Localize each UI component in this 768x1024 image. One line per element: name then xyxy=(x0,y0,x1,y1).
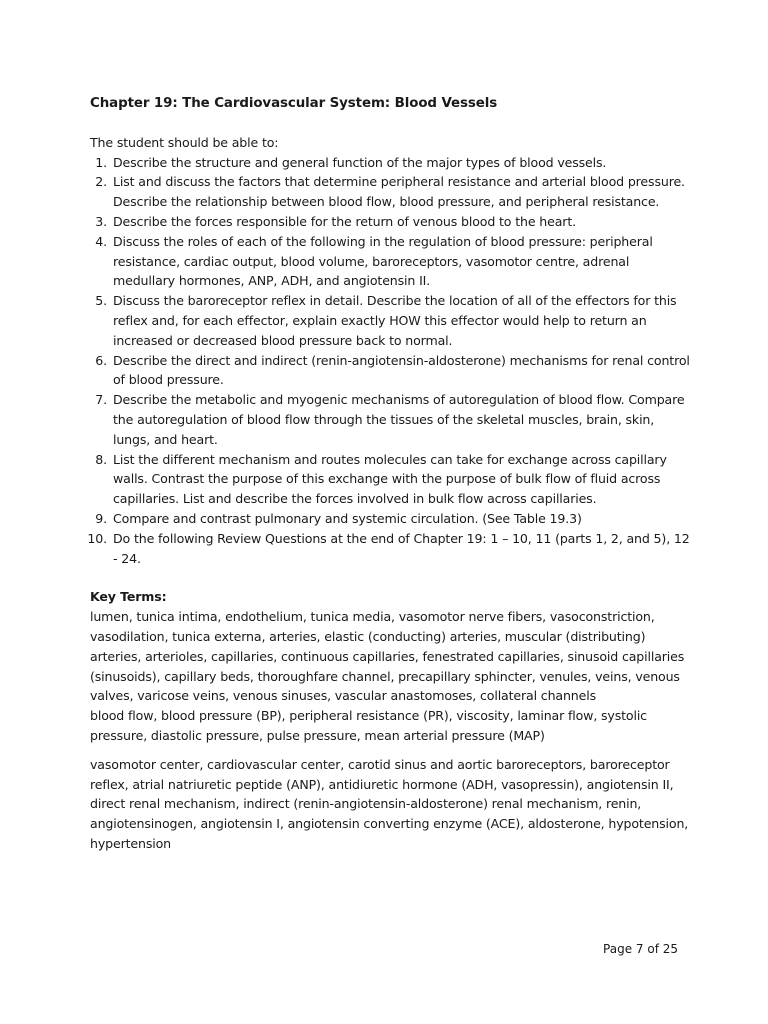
objective-text: Describe the direct and indirect (renin-angiotensin-aldosterone) mechanisms for renal control of blood pressure. xyxy=(113,352,690,388)
key-terms-heading: Key Terms: xyxy=(90,589,167,605)
objective-number: 7. xyxy=(95,392,107,408)
key-terms-paragraph: lumen, tunica intima, endothelium, tunica media, vasomotor nerve fibers, vasoconstriction, vasodilation, tunica externa, arteries, elastic (conducting) arteries, muscular (distributing) arteries, arterioles, capillaries, continuous capillaries, fenestrated capillaries, sinusoid capillaries (sinusoids), capillary beds, thoroughfare channel, precapillary sphincter, venules, veins, venous valves, varicose veins, venous sinuses, vascular anastomoses, collateral channels xyxy=(90,609,685,704)
objective-item xyxy=(90,390,690,449)
objective-number: 6. xyxy=(95,352,107,368)
objective-number: 4. xyxy=(95,233,107,249)
objective-number: 5. xyxy=(95,293,107,309)
objective-item xyxy=(90,509,690,529)
objective-item xyxy=(90,172,690,212)
chapter-title: Chapter 19: The Cardiovascular System: Blood Vessels xyxy=(90,96,498,111)
objective-item xyxy=(90,291,690,350)
objective-number: 8. xyxy=(95,451,107,467)
objective-number: 3. xyxy=(95,213,107,229)
objectives-list xyxy=(87,153,690,569)
objectives-intro: The student should be able to: xyxy=(90,134,279,150)
objective-item xyxy=(90,153,690,173)
objective-text: Discuss the baroreceptor reflex in detail. Describe the location of all of the effectors for this reflex and, for each effector, explain exactly HOW this effector would help to return an increased or decreased blood pressure back to normal. xyxy=(113,293,677,348)
objective-text: Discuss the roles of each of the following in the regulation of blood pressure: peripheral resistance, cardiac output, blood volume, baroreceptors, vasomotor centre, adrenal medullary hormones, ANP, ADH, and angiotensin II. xyxy=(113,233,653,289)
key-terms-paragraph: blood flow, blood pressure (BP), peripheral resistance (PR), viscosity, laminar flow, systolic pressure, diastolic pressure, pulse pressure, mean arterial pressure (MAP) xyxy=(90,708,647,743)
document-page xyxy=(87,94,690,854)
objective-item xyxy=(90,450,690,509)
objective-item xyxy=(90,212,690,232)
objective-number: 9. xyxy=(95,510,107,526)
objective-item xyxy=(87,529,690,569)
objective-item xyxy=(90,351,690,391)
objective-number: 2. xyxy=(95,174,107,190)
objective-text: Do the following Review Questions at the end of Chapter 19: 1 – 10, 11 (parts 1, 2, and 5), 12 - 24. xyxy=(113,530,690,566)
objective-text: List and discuss the factors that determine peripheral resistance and arterial blood pressure. Describe the relationship between blood flow, blood pressure, and peripheral resistance. xyxy=(113,174,685,210)
objective-text: Describe the structure and general function of the major types of blood vessels. xyxy=(113,154,607,170)
objective-text: Describe the forces responsible for the return of venous blood to the heart. xyxy=(113,213,576,229)
objective-text: Describe the metabolic and myogenic mechanisms of autoregulation of blood flow. Compare the autoregulation of blood flow through the tissues of the skeletal muscles, brain, skin, lungs, and heart. xyxy=(113,392,685,447)
objective-text: Compare and contrast pulmonary and systemic circulation. (See Table 19.3) xyxy=(113,510,582,526)
objective-text: List the different mechanism and routes molecules can take for exchange across capillary walls. Contrast the purpose of this exchange with the purpose of bulk flow of fluid across capillaries. List and describe the forces involved in bulk flow across capillaries. xyxy=(113,451,667,507)
objective-item xyxy=(90,232,690,291)
key-terms-paragraph: vasomotor center, cardiovascular center, carotid sinus and aortic baroreceptors, baroreceptor reflex, atrial natriuretic peptide (ANP), antidiuretic hormone (ADH, vasopressin), angiotensin II, direct renal mechanism, indirect (renin-angiotensin-aldosterone) renal mechanism, renin, angiotensinogen, angiotensin I, angiotensin converting enzyme (ACE), aldosterone, hypotension, hypertension xyxy=(90,756,689,851)
objective-number: 10. xyxy=(87,530,107,546)
objective-number: 1. xyxy=(95,154,107,170)
page-number: Page 7 of 25 xyxy=(603,942,678,956)
